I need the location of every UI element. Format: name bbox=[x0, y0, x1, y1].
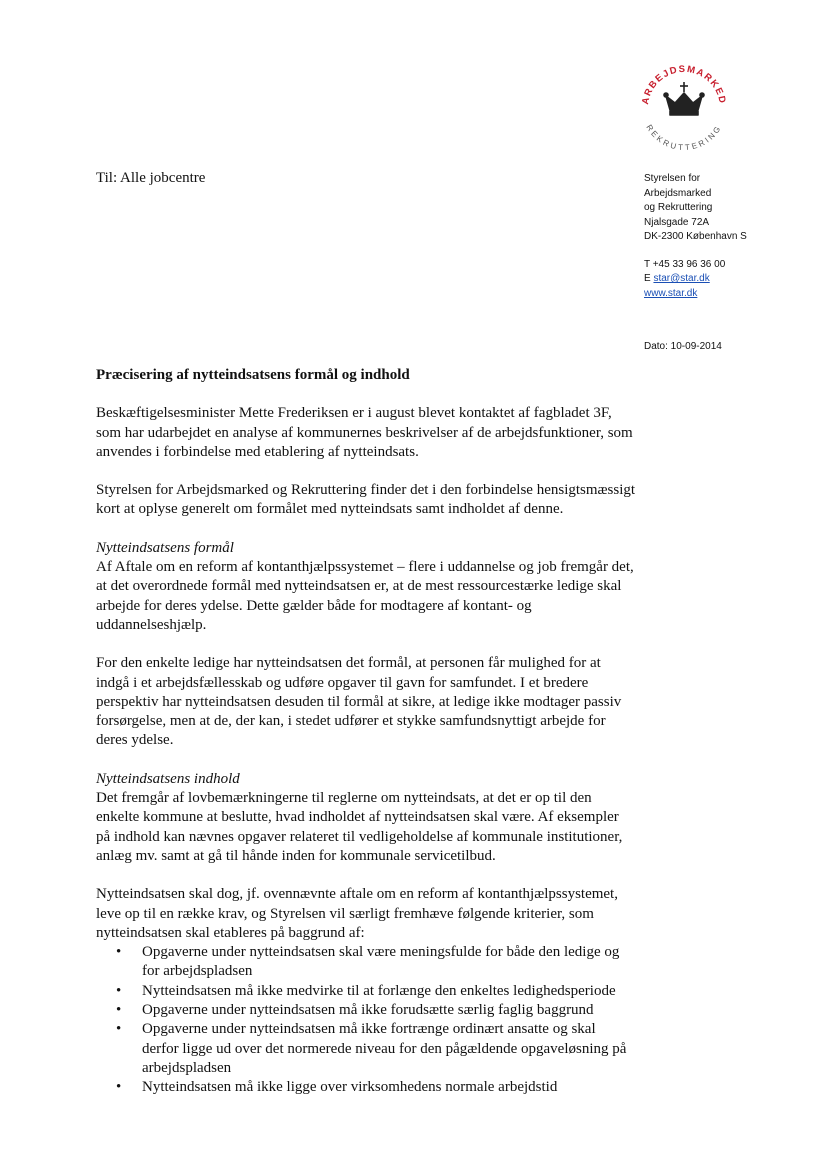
list-item: • Nytteindsatsen må ikke medvirke til at forlænge den enkeltes ledighedsperiode bbox=[96, 982, 636, 1001]
paragraph: Af Aftale om en reform af kontanthjælpssystemet – flere i uddannelse og job fremgår det, at det overordnede formål med nytteindsatsen er, at de mest ressourcestærke ledige skal arbejde for deres ydelse. Dette gælder både for modtagere af kontant- og uddannelseshjælp. bbox=[96, 559, 634, 633]
sender-line: DK-2300 København S bbox=[644, 231, 747, 242]
logo-arc-top-text: ARBEJDSMARKED bbox=[640, 63, 728, 106]
svg-text:REKRUTTERING bbox=[644, 123, 723, 152]
document-title: Præcisering af nytteindsatsens formål og indhold bbox=[96, 367, 410, 383]
letter-body bbox=[96, 366, 636, 1098]
section-heading: Nytteindsatsens indhold bbox=[96, 770, 240, 787]
arbejdsmarked-logo bbox=[628, 48, 740, 160]
sender-email-row bbox=[644, 272, 747, 287]
sender-line: og Rekruttering bbox=[644, 202, 713, 213]
website-link[interactable]: www.star.dk bbox=[644, 287, 698, 299]
paragraph: Styrelsen for Arbejdsmarked og Rekruttering finder det i den forbindelse hensigtsmæssigt kort at oplyse generelt om formålet med nytteindsats samt indholdet af denne. bbox=[96, 482, 636, 518]
recipient-line: Til: Alle jobcentre bbox=[96, 170, 206, 186]
list-item: • Nytteindsatsen må ikke ligge over virksomhedens normale arbejdstid bbox=[96, 1078, 636, 1097]
list-item: • Opgaverne under nytteindsatsen skal være meningsfulde for både den ledige og for arbejdspladsen bbox=[96, 943, 636, 982]
section-formaal bbox=[96, 539, 636, 635]
section-heading: Nytteindsatsens formål bbox=[96, 539, 234, 556]
list-item: • Opgaverne under nytteindsatsen må ikke fortrænge ordinært ansatte og skal derfor ligge ud over det normerede niveau for den pågældende opgaveløsning på arbejdspladsen bbox=[96, 1020, 636, 1078]
list-item: • Opgaverne under nytteindsatsen må ikke forudsætte særlig faglig baggrund bbox=[96, 1001, 636, 1020]
sender-address-block bbox=[644, 172, 747, 301]
paragraph: Beskæftigelsesminister Mette Frederiksen er i august blevet kontaktet af fagbladet 3F, som har udarbejdet en analyse af kommunernes beskrivelser af de arbejdsfunktioner, som anvendes i forbindelse med etablering af nytteindsats. bbox=[96, 405, 633, 460]
sender-line: Arbejdsmarked bbox=[644, 187, 712, 199]
section-indhold bbox=[96, 770, 636, 866]
paragraph: Nytteindsatsen skal dog, jf. ovennævnte aftale om en reform af kontanthjælpssystemet, leve op til en række krav, og Styrelsen vil særligt fremhæve følgende kriterier, som nytteindsatsen skal etableres på baggrund af: bbox=[96, 886, 618, 941]
criteria-list bbox=[96, 943, 636, 1097]
sender-line: Styrelsen for bbox=[644, 173, 701, 184]
document-date: Dato: 10-09-2014 bbox=[644, 341, 722, 352]
logo-arc-bottom-text: REKRUTTERING bbox=[644, 123, 724, 153]
crown-icon bbox=[664, 82, 704, 115]
paragraph: Det fremgår af lovbemærkningerne til reglerne om nytteindsats, at det er op til den enkelte kommune at beslutte, hvad indholdet af nytteindsatsen skal være. Af eksempler på indhold kan nævnes opgaver relateret til vedligeholdelse af kommunale institutioner, anlæg mv. samt at gå til hånde inden for kommunale servicetilbud. bbox=[96, 790, 623, 864]
sender-line: Njalsgade 72A bbox=[644, 216, 710, 228]
email-link[interactable]: star@star.dk bbox=[653, 273, 710, 284]
email-prefix: E bbox=[644, 273, 654, 284]
paragraph: For den enkelte ledige har nytteindsatsen det formål, at personen får mulighed for at indgå i et arbejdsfællesskab og udføre opgaver til gavn for samfundet. I et bredere perspektiv har nytteindsatsen desuden til formål at sikre, at ledige ikke modtager passiv forsørgelse, men at de, der kan, i stedet udfører et stykke samfundsnyttigt arbejde for deres ydelse. bbox=[96, 655, 622, 749]
sender-phone: T +45 33 96 36 00 bbox=[644, 258, 726, 270]
